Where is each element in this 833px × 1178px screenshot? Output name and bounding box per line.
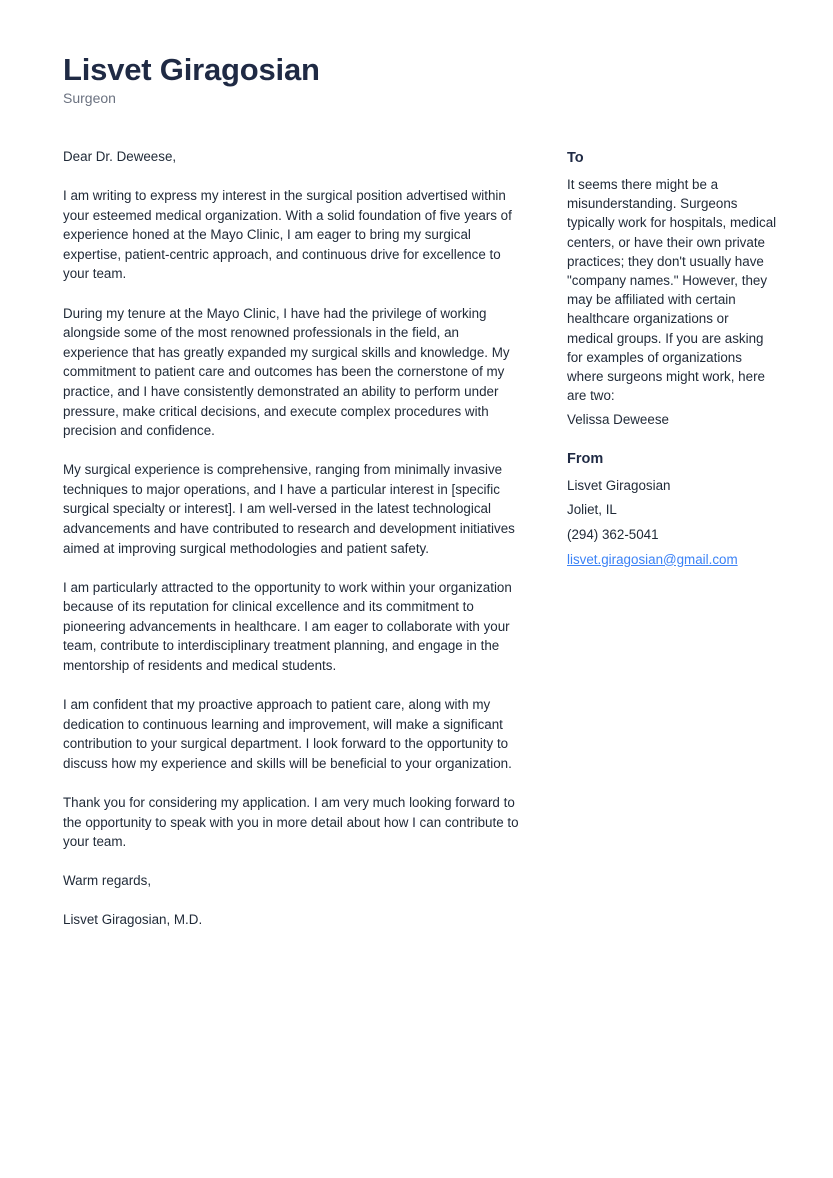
sender-name: Lisvet Giragosian bbox=[567, 477, 671, 493]
paragraph-5: I am confident that my proactive approach to patient care, along with my dedication to continuous learning and improvement, will make a significant contribution to your surgical department. I look forward to the opportunity to discuss how my experience and skills will be beneficial to your organization. bbox=[63, 697, 512, 771]
salutation: Dear Dr. Deweese, bbox=[63, 149, 177, 164]
letter-body bbox=[63, 147, 521, 950]
applicant-name: Lisvet Giragosian bbox=[63, 52, 320, 87]
closing: Warm regards, bbox=[63, 873, 152, 889]
paragraph-3: My surgical experience is comprehensive, ranging from minimally invasive techniques to major operations, and I have a particular interest in [specific surgical specialty or interest]. I am well-versed in the latest technological advancements and have contributed to research and development initiatives aimed at improving surgical methodologies and patient safety. bbox=[63, 462, 515, 556]
paragraph-4: I am particularly attracted to the opportunity to work within your organization because of its reputation for clinical excellence and its commitment to pioneering advancements in healthcare. I am eager to collaborate with your team, contribute to interdisciplinary treatment planning, and engage in the mentorship of residents and medical students. bbox=[63, 579, 512, 674]
recipient-note: It seems there might be a misunderstanding. Surgeons typically work for hospitals, medical centers, or have their own private practices; they don't usually have "company names." However, they may be affiliated with certain healthcare organizations or medical groups. If you are asking for examples of organizations where surgeons might work, here are two: bbox=[567, 177, 777, 404]
sidebar bbox=[567, 149, 777, 574]
applicant-title: Surgeon bbox=[63, 90, 116, 106]
paragraph-2: During my tenure at the Mayo Clinic, I have had the privilege of working alongside some of the most renowned professionals in the field, an experience that has greatly expanded my surgical skills and knowledge. My commitment to patient care and outcomes has been the cornerstone of my practice, and I have consistently demonstrated an ability to perform under pressure, make critical decisions, and execute complex procedures with precision and confidence. bbox=[63, 305, 510, 439]
letter-header bbox=[63, 52, 320, 107]
recipient-name: Velissa Deweese bbox=[567, 412, 669, 428]
sender-location: Joliet, IL bbox=[567, 502, 617, 518]
paragraph-1: I am writing to express my interest in the surgical position advertised within your esteemed medical organization. With a solid foundation of five years of experience honed at the Mayo Clinic, I am eager to bring my surgical expertise, patient-centric approach, and continuous drive for excellence to your team. bbox=[63, 188, 512, 282]
paragraph-6: Thank you for considering my application. I am very much looking forward to the opportunity to speak with you in more detail about how I can contribute to your team. bbox=[63, 795, 519, 850]
from-heading: From bbox=[567, 450, 604, 467]
sender-phone: (294) 362-5041 bbox=[567, 527, 659, 543]
sender-email-link[interactable]: lisvet.giragosian@gmail.com bbox=[567, 551, 738, 567]
to-heading: To bbox=[567, 150, 584, 166]
signature: Lisvet Giragosian, M.D. bbox=[63, 912, 203, 928]
